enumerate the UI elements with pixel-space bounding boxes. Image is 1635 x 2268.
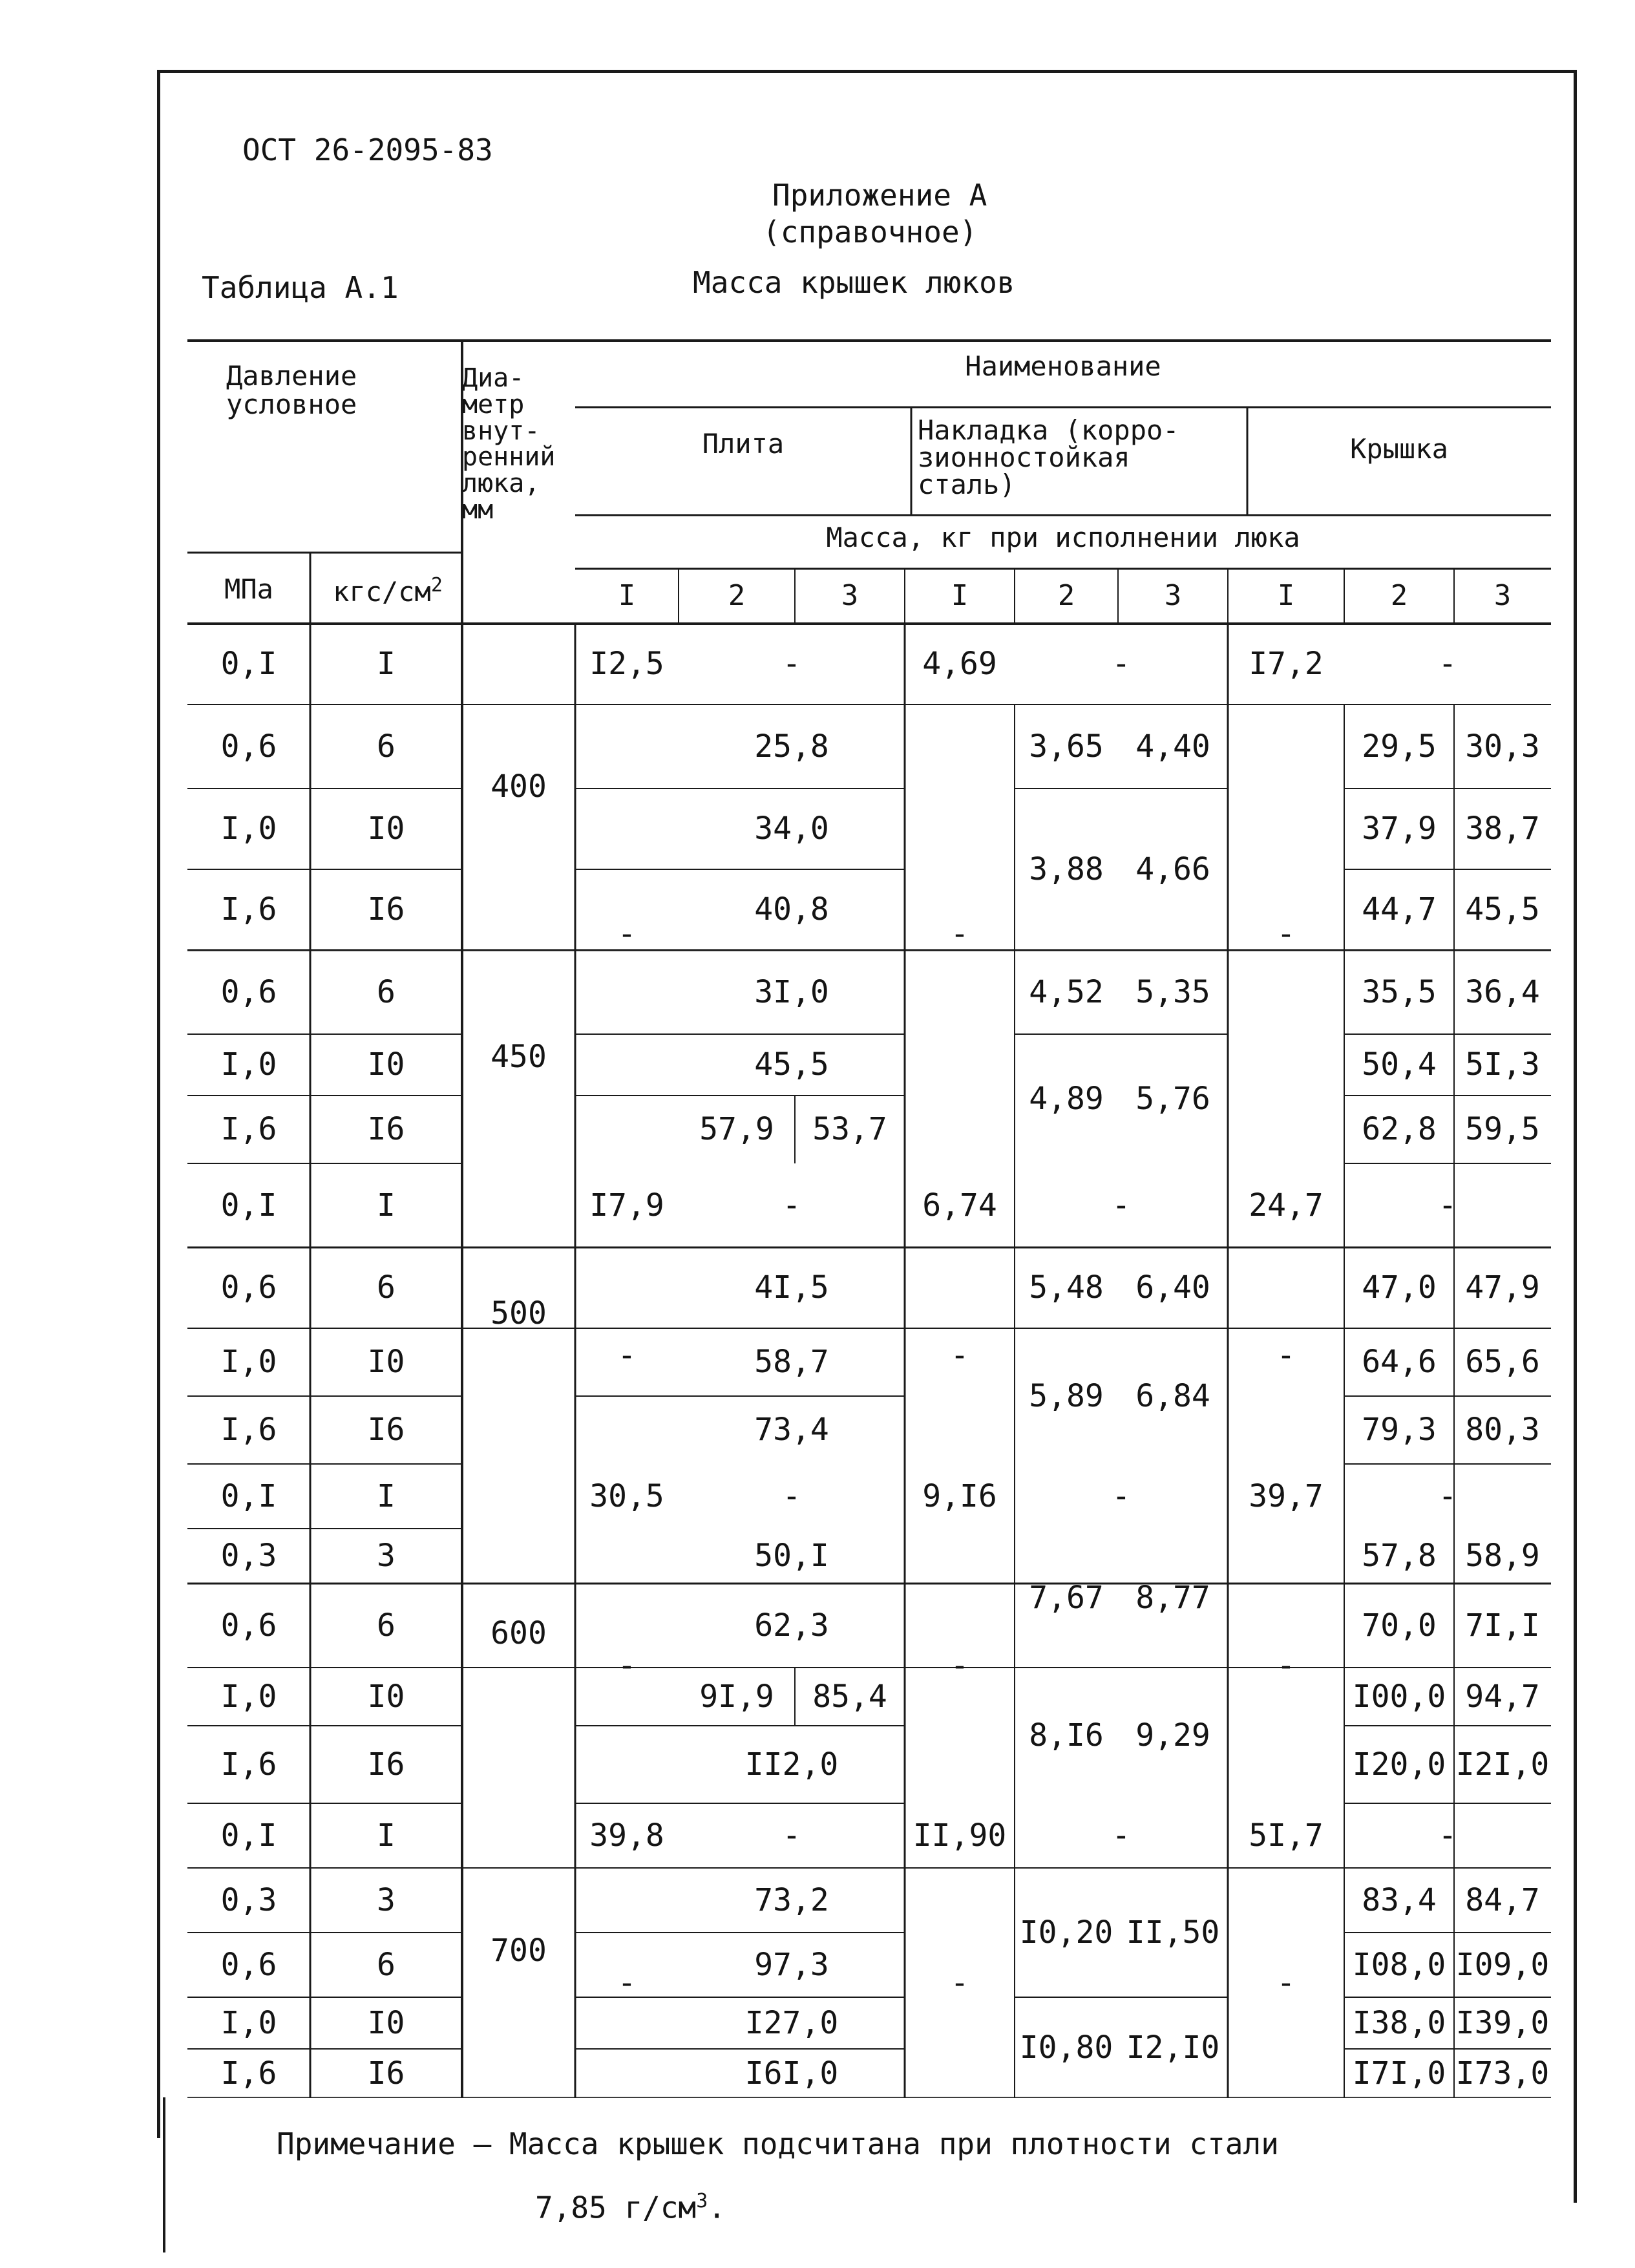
overlay-2-cell: 4,52: [1029, 973, 1104, 1010]
overlay-3-cell: 4,40: [1135, 728, 1210, 765]
header-plate: Плита: [702, 428, 785, 460]
overlay-1-cell: 6,74: [922, 1187, 997, 1224]
cover-1-cell: -: [1276, 1337, 1296, 1374]
cover-3-cell: I39,0: [1455, 2004, 1550, 2041]
overlay-1-cell: 9,I6: [922, 1478, 997, 1514]
plate-23-cell: I27,0: [744, 2004, 839, 2041]
cover-3-cell: 45,5: [1465, 891, 1540, 928]
table-label: Таблица А.1: [202, 270, 399, 305]
cover-2-cell: 79,3: [1362, 1412, 1437, 1448]
plate-23-cell: 4I,5: [754, 1269, 829, 1306]
cover-3-cell: 59,5: [1465, 1111, 1540, 1148]
plate-1-cell: I2,5: [589, 646, 664, 683]
note-period: .: [708, 2190, 726, 2225]
overlay-2-cell: 3,88: [1029, 851, 1104, 887]
cover-2-cell: I20,0: [1352, 1746, 1446, 1783]
mpa-cell: I,6: [220, 1412, 277, 1448]
kgf-cell: 3: [377, 1881, 396, 1918]
kgf-cell: 6: [377, 728, 396, 765]
plate-3-cell: 53,7: [812, 1111, 887, 1148]
frame-top-line: [157, 70, 1576, 73]
overlay-23-cell: -: [1112, 646, 1131, 683]
plate-2-cell: 9I,9: [699, 1678, 774, 1715]
cover-2-cell: 64,6: [1362, 1344, 1437, 1381]
mpa-cell: I,6: [220, 2055, 277, 2092]
cover-1-cell: 39,7: [1249, 1478, 1324, 1514]
header-mpa: МПа: [224, 573, 273, 605]
cover-3-cell: 7I,I: [1465, 1607, 1540, 1644]
overlay-1-cell: II,90: [912, 1817, 1007, 1854]
cover-3-cell: 94,7: [1465, 1678, 1540, 1715]
plate-1-cell: -: [617, 1648, 637, 1684]
frame-bottom-left-line: [163, 2097, 165, 2252]
mpa-cell: I,6: [220, 1746, 277, 1783]
note-density: 7,85 г/см: [535, 2190, 697, 2225]
mpa-cell: 0,6: [220, 728, 277, 765]
cover-1-cell: 5I,7: [1249, 1817, 1324, 1854]
note-line-2: [535, 2190, 726, 2225]
kgf-cell: I6: [367, 1412, 405, 1448]
plate-23-cell: 73,2: [754, 1881, 829, 1918]
cover-23-cell: -: [1438, 646, 1457, 683]
kgf-cell: I6: [367, 1746, 405, 1783]
overlay-1-cell: -: [950, 1337, 969, 1374]
variant-header-8: 2: [1390, 579, 1408, 613]
plate-23-cell: 25,8: [754, 728, 829, 765]
variant-header-7: I: [1277, 579, 1295, 613]
mpa-cell: I,6: [220, 891, 277, 928]
note-line-1: Примечание – Масса крышек подсчитана при плотности стали: [277, 2126, 1279, 2161]
overlay-1-cell: -: [950, 1648, 969, 1684]
overlay-1-cell: -: [950, 1964, 969, 2001]
kgf-cell: 6: [377, 973, 396, 1010]
cover-2-cell: 50,4: [1362, 1046, 1437, 1083]
cover-3-cell: 58,9: [1465, 1538, 1540, 1574]
overlay-23-cell: -: [1112, 1187, 1131, 1224]
variant-header-5: 2: [1057, 579, 1075, 613]
header-name: Наименование: [965, 350, 1161, 382]
header-diameter: Диа- метр внут- ренний люка, мм: [462, 363, 556, 525]
kgf-cell: I: [377, 1817, 396, 1854]
overlay-2-cell: 7,67: [1029, 1580, 1104, 1616]
plate-23-cell: 62,3: [754, 1607, 829, 1644]
cover-3-cell: I09,0: [1455, 1946, 1550, 1983]
cover-2-cell: 44,7: [1362, 891, 1437, 928]
kgf-cell: I: [377, 1478, 396, 1514]
mpa-cell: 0,3: [220, 1538, 277, 1574]
overlay-2-cell: 3,65: [1029, 728, 1104, 765]
header-kgf: [310, 575, 465, 606]
cover-2-cell: 83,4: [1362, 1881, 1437, 1918]
plate-1-cell: 39,8: [589, 1817, 664, 1854]
header-kgf-sup: 2: [430, 574, 443, 597]
mpa-cell: I,0: [220, 2004, 277, 2041]
mpa-cell: 0,3: [220, 1881, 277, 1918]
plate-23-cell: 45,5: [754, 1046, 829, 1083]
kgf-cell: I6: [367, 2055, 405, 2092]
kgf-cell: I0: [367, 811, 405, 847]
cover-23-cell: -: [1438, 1478, 1457, 1514]
kgf-cell: 3: [377, 1538, 396, 1574]
overlay-3-cell: 8,77: [1135, 1580, 1210, 1616]
cover-2-cell: 29,5: [1362, 728, 1437, 765]
header-overlay: Накладка (корро- зионностойкая сталь): [918, 414, 1179, 500]
plate-23-cell: -: [782, 1478, 801, 1514]
overlay-23-cell: -: [1112, 1817, 1131, 1854]
cover-1-cell: -: [1276, 1648, 1296, 1684]
mpa-cell: I,6: [220, 1111, 277, 1148]
cover-2-cell: I00,0: [1352, 1678, 1446, 1715]
mass-table: [187, 339, 1551, 2098]
diameter-cell: 450: [491, 1038, 547, 1075]
cover-3-cell: 47,9: [1465, 1269, 1540, 1306]
cover-1-cell: -: [1276, 1964, 1296, 2001]
plate-1-cell: 30,5: [589, 1478, 664, 1514]
variant-header-6: 3: [1164, 579, 1182, 613]
cover-2-cell: 57,8: [1362, 1538, 1437, 1574]
frame-left-line: [157, 70, 160, 2138]
overlay-23-cell: -: [1112, 1478, 1131, 1514]
frame-right-line: [1574, 70, 1577, 2203]
cover-3-cell: 84,7: [1465, 1881, 1540, 1918]
cover-3-cell: I2I,0: [1455, 1746, 1550, 1783]
cover-3-cell: 65,6: [1465, 1344, 1540, 1381]
kgf-cell: I6: [367, 1111, 405, 1148]
overlay-3-cell: 6,84: [1135, 1377, 1210, 1414]
cover-2-cell: I7I,0: [1352, 2055, 1446, 2092]
plate-1-cell: -: [617, 1337, 637, 1374]
diameter-cell: 400: [491, 768, 547, 805]
overlay-3-cell: 6,40: [1135, 1269, 1210, 1306]
variant-header-4: I: [951, 579, 969, 613]
kgf-cell: I6: [367, 891, 405, 928]
note-density-sup: 3: [696, 2190, 708, 2212]
diameter-cell: 600: [491, 1615, 547, 1652]
cover-1-cell: 24,7: [1249, 1187, 1324, 1224]
plate-3-cell: 85,4: [812, 1678, 887, 1715]
kgf-cell: 6: [377, 1607, 396, 1644]
kgf-cell: I0: [367, 1046, 405, 1083]
plate-23-cell: -: [782, 1817, 801, 1854]
cover-23-cell: -: [1438, 1817, 1457, 1854]
table-title: Масса крышек люков: [693, 265, 1015, 300]
plate-23-cell: 58,7: [754, 1344, 829, 1381]
cover-3-cell: 80,3: [1465, 1412, 1540, 1448]
kgf-cell: 6: [377, 1946, 396, 1983]
diameter-cell: 700: [491, 1932, 547, 1969]
cover-2-cell: 35,5: [1362, 973, 1437, 1010]
diameter-cell: 500: [491, 1295, 547, 1332]
plate-23-cell: 97,3: [754, 1946, 829, 1983]
plate-23-cell: I6I,0: [744, 2055, 839, 2092]
cover-1-cell: -: [1276, 915, 1296, 952]
variant-header-1: I: [618, 579, 636, 613]
overlay-3-cell: 5,35: [1135, 973, 1210, 1010]
plate-23-cell: -: [782, 1187, 801, 1224]
overlay-1-cell: -: [950, 915, 969, 952]
header-mass: Масса, кг при исполнении люка: [826, 522, 1300, 553]
mpa-cell: I,0: [220, 811, 277, 847]
overlay-2-cell: 4,89: [1029, 1080, 1104, 1117]
header-pressure: Давление условное: [226, 360, 357, 421]
mpa-cell: 0,I: [220, 1478, 277, 1514]
cover-2-cell: 37,9: [1362, 811, 1437, 847]
kgf-cell: I0: [367, 2004, 405, 2041]
plate-23-cell: 40,8: [754, 891, 829, 928]
kgf-cell: 6: [377, 1269, 396, 1306]
mpa-cell: I,0: [220, 1344, 277, 1381]
cover-23-cell: -: [1438, 1187, 1457, 1224]
overlay-3-cell: 4,66: [1135, 851, 1210, 887]
overlay-3-cell: 5,76: [1135, 1080, 1210, 1117]
variant-header-3: 3: [841, 579, 859, 613]
variant-header-2: 2: [728, 579, 746, 613]
plate-1-cell: -: [617, 915, 637, 952]
appendix-type: (справочное): [763, 215, 978, 249]
plate-1-cell: I7,9: [589, 1187, 664, 1224]
mpa-cell: 0,6: [220, 1607, 277, 1644]
plate-2-cell: 57,9: [699, 1111, 774, 1148]
document-code: ОСТ 26-2095-83: [242, 132, 493, 167]
variant-header-9: 3: [1493, 579, 1512, 613]
mpa-cell: 0,6: [220, 1946, 277, 1983]
mpa-cell: 0,I: [220, 1817, 277, 1854]
cover-2-cell: 62,8: [1362, 1111, 1437, 1148]
mpa-cell: I,0: [220, 1046, 277, 1083]
plate-23-cell: 34,0: [754, 811, 829, 847]
overlay-2-cell: 8,I6: [1029, 1717, 1104, 1754]
overlay-2-cell: I0,20: [1019, 1914, 1113, 1951]
plate-23-cell: 3I,0: [754, 973, 829, 1010]
cover-2-cell: 47,0: [1362, 1269, 1437, 1306]
cover-2-cell: I38,0: [1352, 2004, 1446, 2041]
overlay-3-cell: II,50: [1126, 1914, 1220, 1951]
mpa-cell: 0,6: [220, 973, 277, 1010]
kgf-cell: I0: [367, 1678, 405, 1715]
cover-3-cell: 38,7: [1465, 811, 1540, 847]
header-kgf-text: кгс/см: [333, 576, 431, 608]
mpa-cell: I,0: [220, 1678, 277, 1715]
kgf-cell: I: [377, 1187, 396, 1224]
kgf-cell: I: [377, 646, 396, 683]
overlay-3-cell: I2,I0: [1126, 2029, 1220, 2066]
cover-1-cell: I7,2: [1249, 646, 1324, 683]
overlay-2-cell: 5,48: [1029, 1269, 1104, 1306]
cover-2-cell: 70,0: [1362, 1607, 1437, 1644]
cover-3-cell: I73,0: [1455, 2055, 1550, 2092]
overlay-1-cell: 4,69: [922, 646, 997, 683]
kgf-cell: I0: [367, 1344, 405, 1381]
plate-23-cell: 50,I: [754, 1538, 829, 1574]
mpa-cell: 0,6: [220, 1269, 277, 1306]
plate-23-cell: 73,4: [754, 1412, 829, 1448]
cover-3-cell: 5I,3: [1465, 1046, 1540, 1083]
appendix-title: Приложение А: [772, 178, 987, 213]
plate-1-cell: -: [617, 1964, 637, 2001]
overlay-2-cell: I0,80: [1019, 2029, 1113, 2066]
cover-3-cell: 36,4: [1465, 973, 1540, 1010]
overlay-2-cell: 5,89: [1029, 1377, 1104, 1414]
cover-3-cell: 30,3: [1465, 728, 1540, 765]
overlay-3-cell: 9,29: [1135, 1717, 1210, 1754]
cover-2-cell: I08,0: [1352, 1946, 1446, 1983]
mpa-cell: 0,I: [220, 1187, 277, 1224]
plate-23-cell: II2,0: [744, 1746, 839, 1783]
plate-23-cell: -: [782, 646, 801, 683]
mpa-cell: 0,I: [220, 646, 277, 683]
header-cover: Крышка: [1350, 433, 1448, 465]
